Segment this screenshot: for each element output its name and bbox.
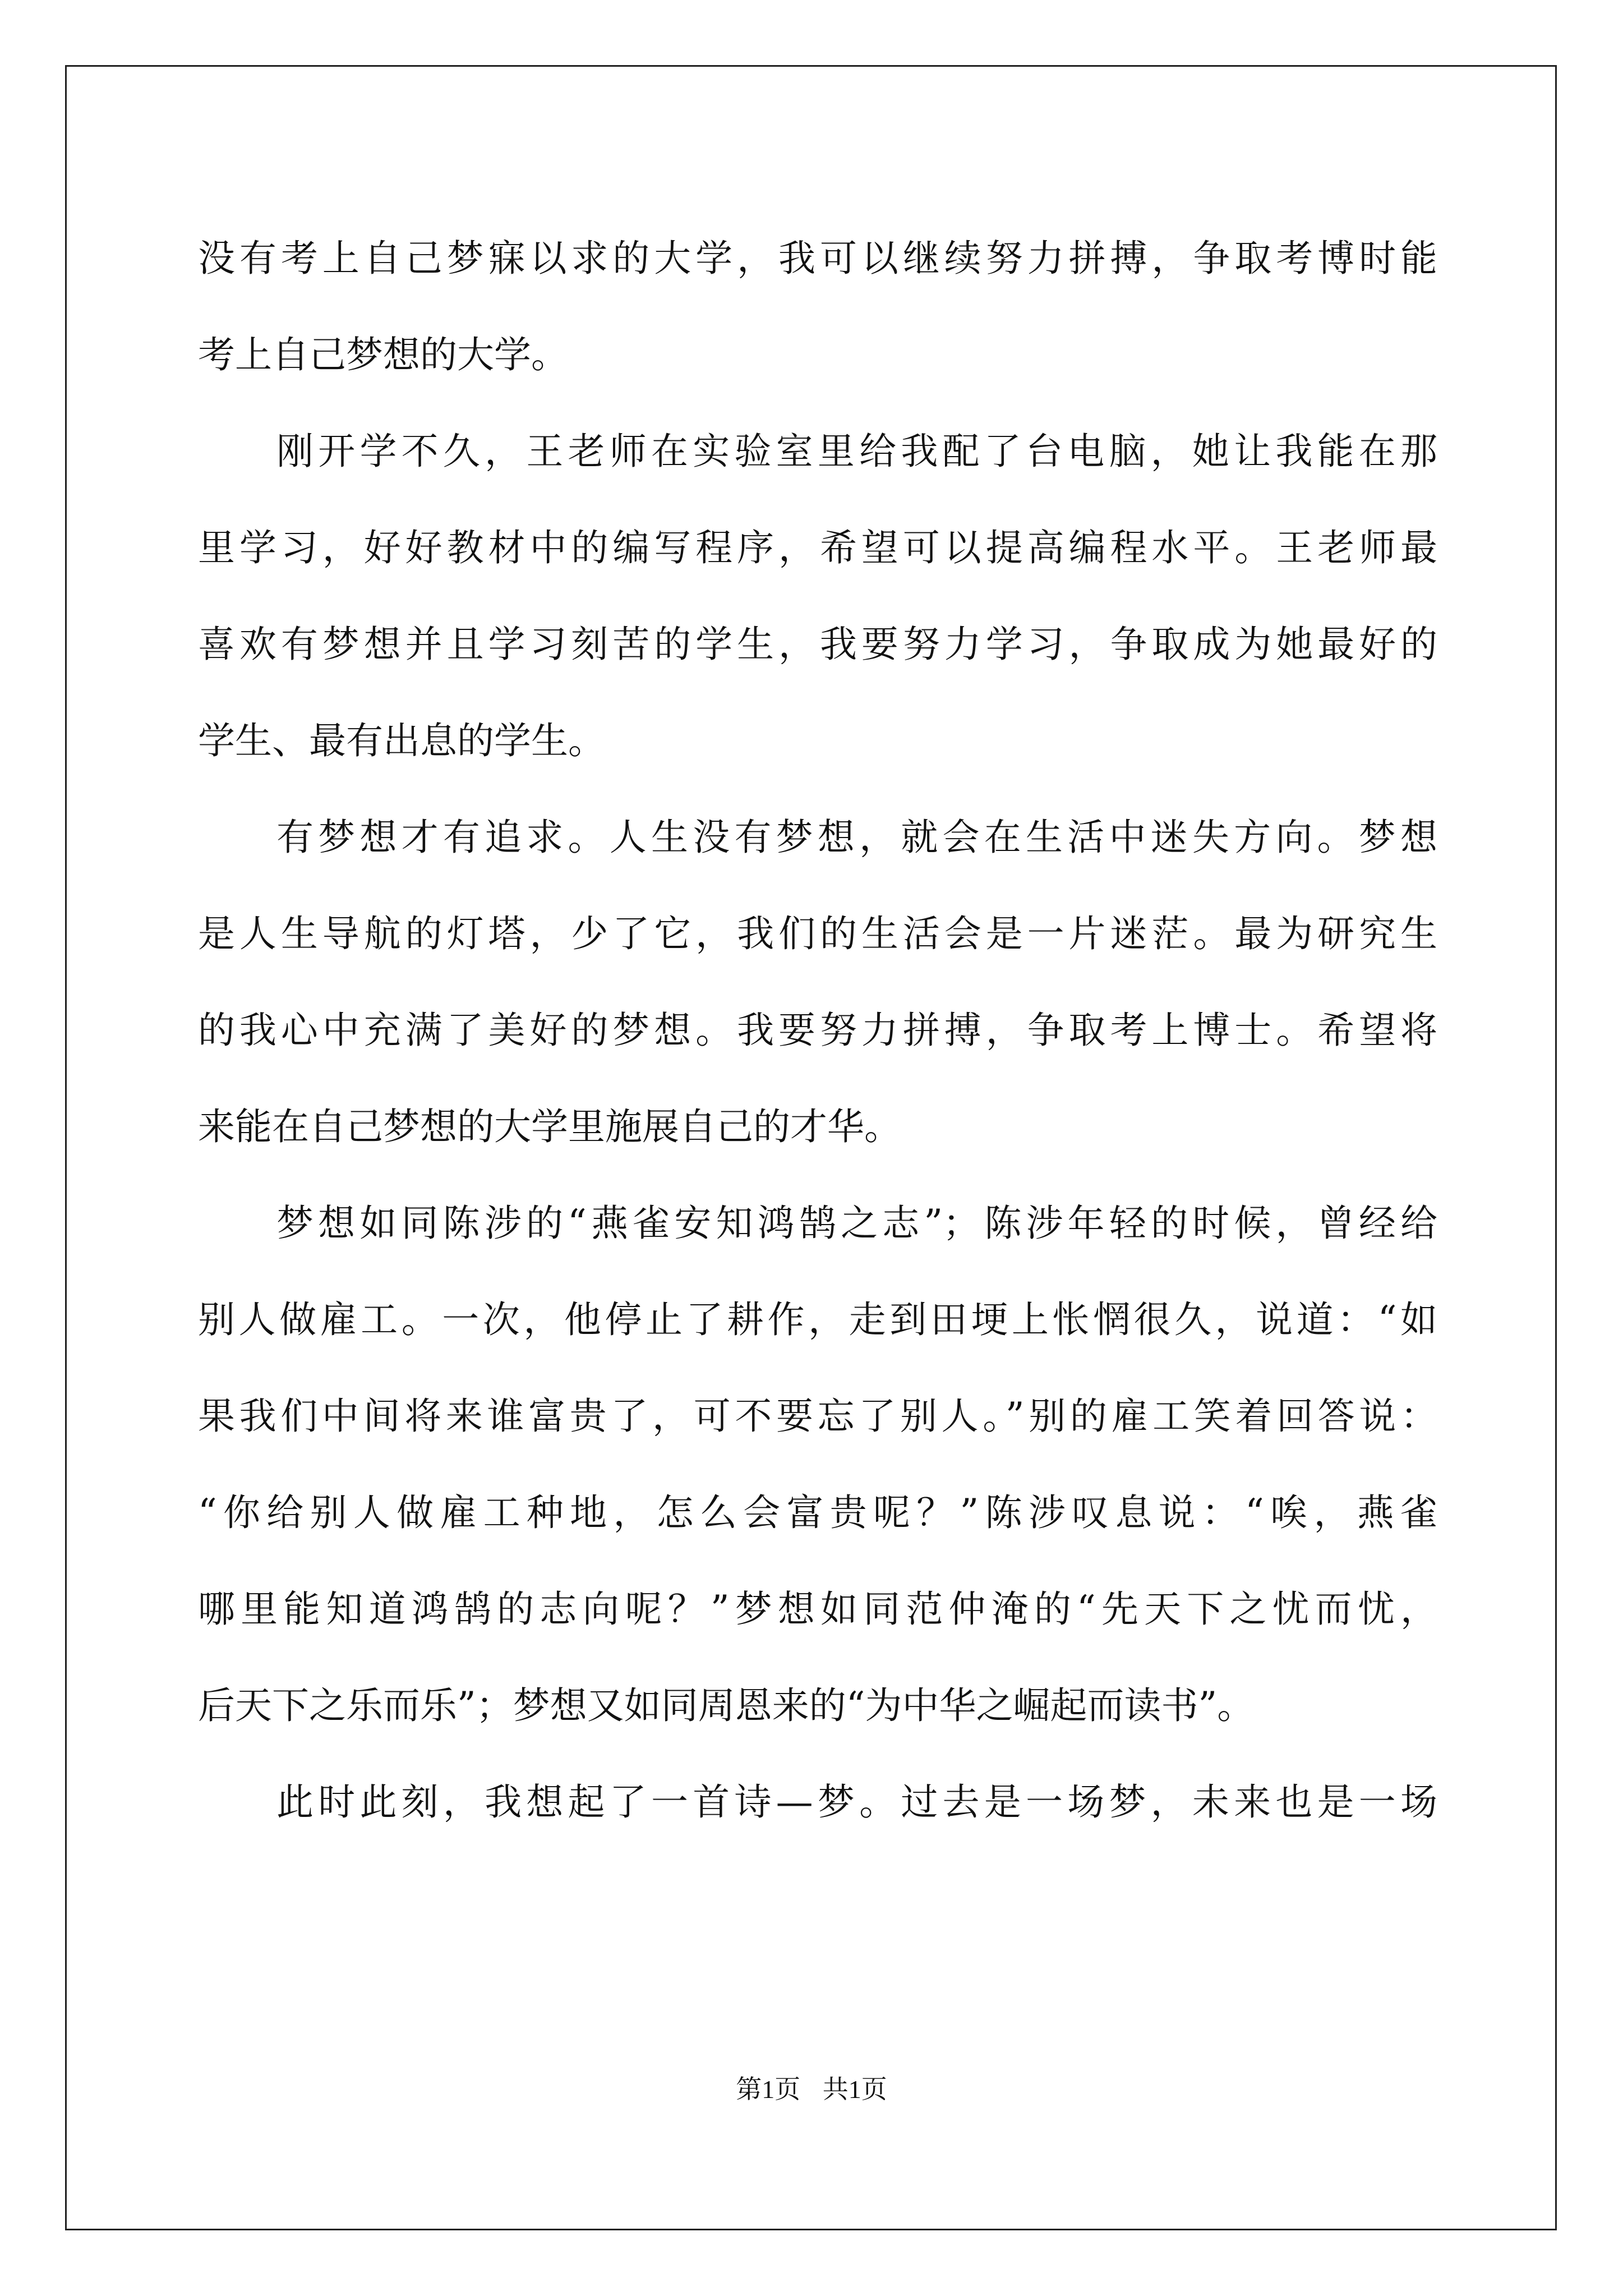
text-line: 学生、最有出息的学生。 xyxy=(198,719,605,762)
page-number: 第1页 xyxy=(736,2075,801,2104)
text-line: 后天下之乐而乐”；梦想又如同周恩来的“为中华之崛起而读书”。 xyxy=(198,1684,1255,1727)
page-total: 共1页 xyxy=(822,2075,887,2104)
text-line: 来能在自己梦想的大学里施展自己的才华。 xyxy=(198,1105,901,1148)
page-footer xyxy=(0,2069,1623,2106)
document-body xyxy=(198,210,1437,1851)
text-line: 梦想如同陈涉的“燕雀安知鸿鹄之志”；陈涉年轻的时候，曾经给 xyxy=(276,1202,1437,1245)
text-line: 果我们中间将来谁富贵了，可不要忘了别人。”别的雇工笑着回答说： xyxy=(198,1395,1437,1438)
text-line: 是人生导航的灯塔，少了它，我们的生活会是一片迷茫。最为研究生 xyxy=(198,912,1437,955)
text-line: 此时此刻，我想起了一首诗—梦。过去是一场梦，未来也是一场 xyxy=(276,1780,1437,1824)
text-line: 没有考上自己梦寐以求的大学，我可以继续努力拼搏，争取考博时能 xyxy=(198,237,1437,280)
text-line: 刚开学不久，王老师在实验室里给我配了台电脑，她让我能在那 xyxy=(276,430,1437,473)
text-line: 里学习，好好教材中的编写程序，希望可以提高编程水平。王老师最 xyxy=(198,526,1437,569)
text-line: 哪里能知道鸿鹄的志向呢？”梦想如同范仲淹的“先天下之忧而忧， xyxy=(198,1588,1437,1631)
text-line: 别人做雇工。一次，他停止了耕作，走到田埂上怅惘很久，说道：“如 xyxy=(198,1298,1437,1341)
text-line: “你给别人做雇工种地，怎么会富贵呢？”陈涉叹息说：“唉，燕雀 xyxy=(198,1491,1437,1534)
text-line: 的我心中充满了美好的梦想。我要努力拼搏，争取考上博士。希望将 xyxy=(198,1009,1437,1052)
text-line: 考上自己梦想的大学。 xyxy=(198,333,568,376)
text-line: 喜欢有梦想并且学习刻苦的学生，我要努力学习，争取成为她最好的 xyxy=(198,623,1437,666)
text-line: 有梦想才有追求。人生没有梦想，就会在生活中迷失方向。梦想 xyxy=(276,816,1437,859)
